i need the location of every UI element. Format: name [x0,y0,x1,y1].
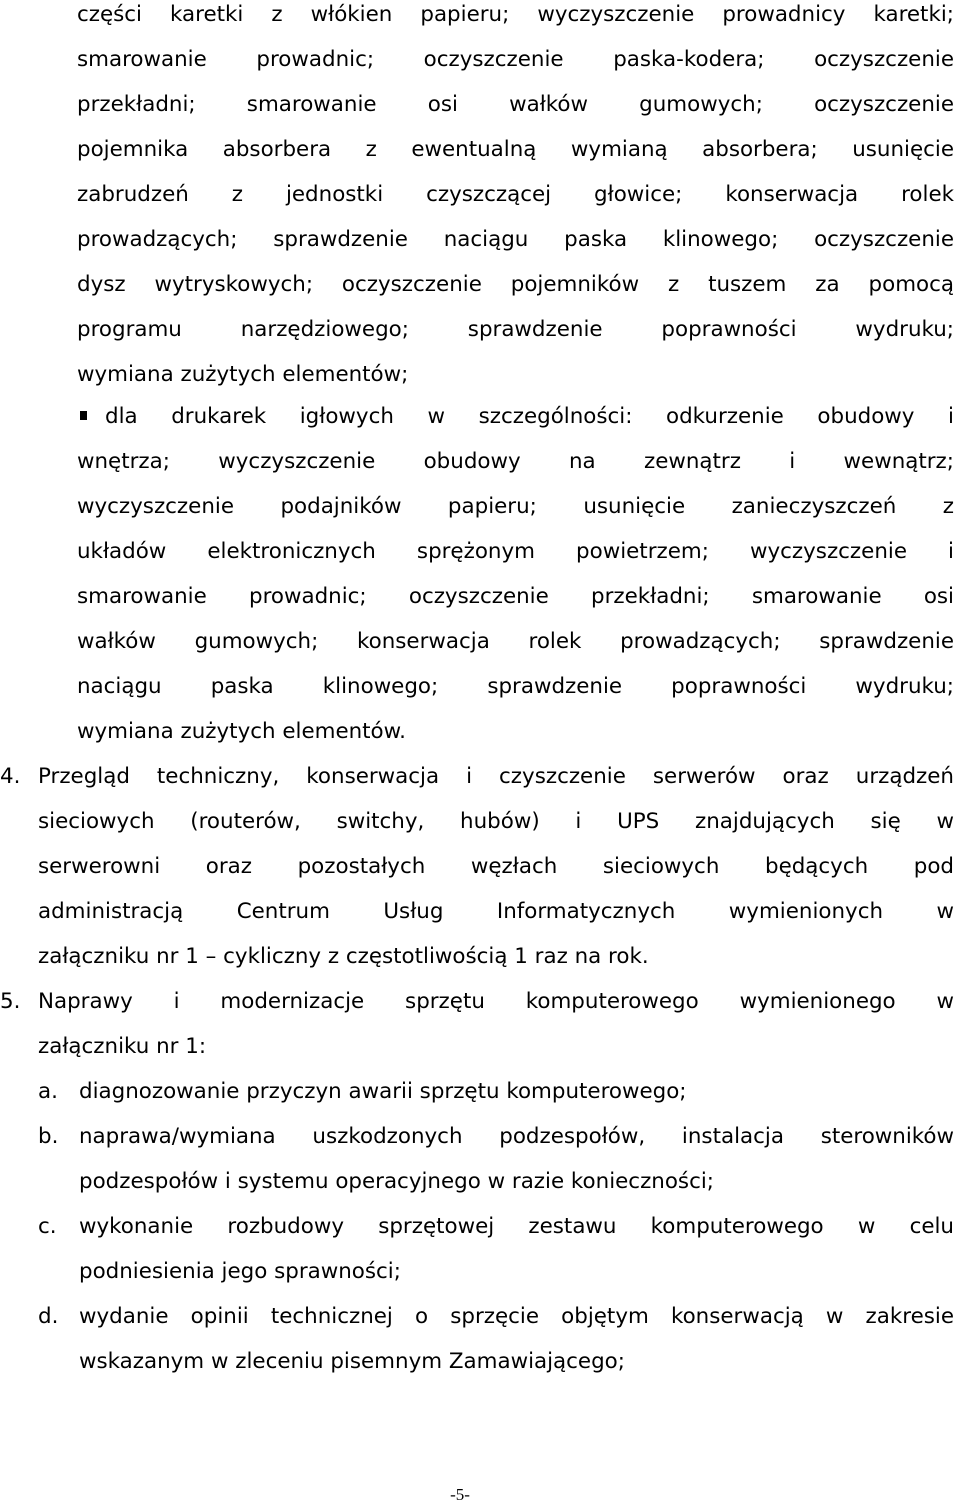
text-line: Naprawy i modernizacje sprzętu komputerowego wymienionego w [38,989,954,1014]
text-line: naprawa/wymiana uszkodzonych podzespołów, instalacja sterowników [79,1124,954,1149]
text-line: naciągu paska klinowego; sprawdzenie poprawności wydruku; [77,674,954,699]
text-line: dysz wytryskowych; oczyszczenie pojemników z tuszem za pomocą [77,272,954,297]
text-line: wymiana zużytych elementów; [77,362,409,387]
text-line: zabrudzeń z jednostki czyszczącej głowice; konserwacja rolek [77,182,954,207]
text-line: części karetki z włókien papieru; wyczyszczenie prowadnicy karetki; [77,2,954,27]
text-line: smarowanie prowadnic; oczyszczenie przekładni; smarowanie osi [77,584,954,609]
text-line: przekładni; smarowanie osi wałków gumowych; oczyszczenie [77,92,954,117]
text-line: prowadzących; sprawdzenie naciągu paska klinowego; oczyszczenie [77,227,954,252]
text-line: wymiana zużytych elementów. [77,719,406,744]
text-line: diagnozowanie przyczyn awarii sprzętu komputerowego; [79,1079,687,1104]
text-line: wykonanie rozbudowy sprzętowej zestawu komputerowego w celu [79,1214,954,1239]
text-line: pojemnika absorbera z ewentualną wymianą absorbera; usunięcie [77,137,954,162]
sub-item-label: b. [38,1124,59,1149]
text-line: układów elektronicznych sprężonym powietrzem; wyczyszczenie i [77,539,954,564]
text-line: serwerowni oraz pozostałych węzłach sieciowych będących pod [38,854,954,879]
text-line: wyczyszczenie podajników papieru; usunięcie zanieczyszczeń z [77,494,954,519]
text-line: załączniku nr 1 – cykliczny z częstotliwością 1 raz na rok. [38,944,649,969]
text-line: wydanie opinii technicznej o sprzęcie objętym konserwacją w zakresie [79,1304,954,1329]
sub-item-label: c. [38,1214,57,1239]
page-number: -5- [450,1485,470,1504]
text-line: dla drukarek igłowych w szczególności: odkurzenie obudowy i [105,404,954,429]
text-line: sieciowych (routerów, switchy, hubów) i UPS znajdujących się w [38,809,954,834]
item-number: 4. [0,764,21,789]
sub-item-label: a. [38,1079,58,1104]
text-line: wskazanym w zleceniu pisemnym Zamawiającego; [79,1349,625,1374]
text-line: Przegląd techniczny, konserwacja i czyszczenie serwerów oraz urządzeń [38,764,954,789]
square-bullet-icon [80,411,87,420]
text-line: podniesienia jego sprawności; [79,1259,401,1284]
text-line: załączniku nr 1: [38,1034,207,1059]
sub-item-label: d. [38,1304,59,1329]
text-line: smarowanie prowadnic; oczyszczenie paska-kodera; oczyszczenie [77,47,954,72]
text-line: wnętrza; wyczyszczenie obudowy na zewnątrz i wewnątrz; [77,449,954,474]
text-line: administracją Centrum Usług Informatycznych wymienionych w [38,899,954,924]
text-line: wałków gumowych; konserwacja rolek prowadzących; sprawdzenie [77,629,954,654]
text-line: podzespołów i systemu operacyjnego w razie konieczności; [79,1169,714,1194]
text-line: programu narzędziowego; sprawdzenie poprawności wydruku; [77,317,954,342]
item-number: 5. [0,989,21,1014]
